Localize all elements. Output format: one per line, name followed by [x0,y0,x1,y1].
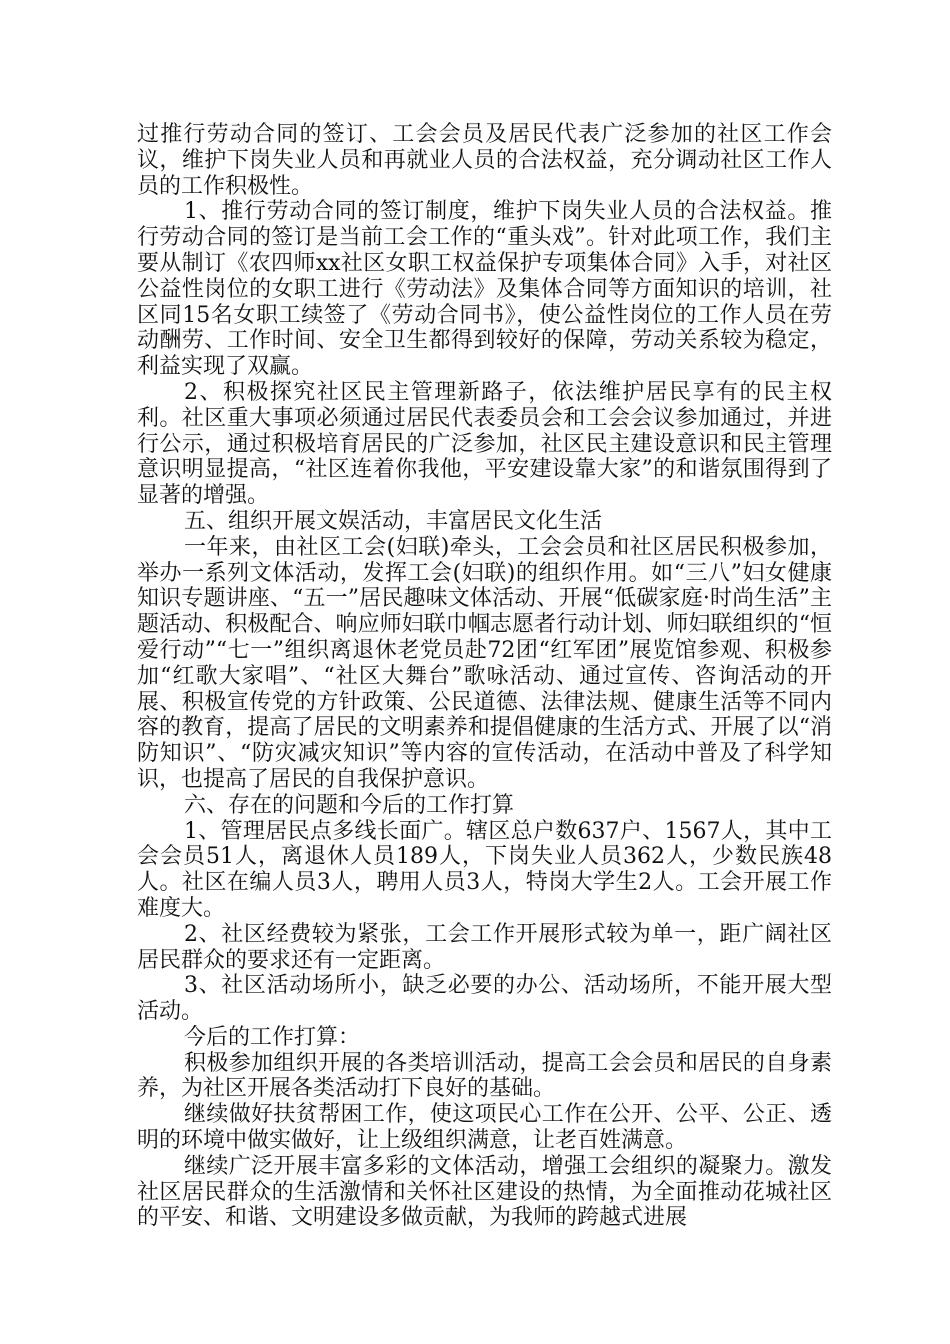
paragraph-8: 今后的工作打算： [184,1024,361,1050]
paragraph-5: 1、管理居民点多线长面广。辖区总户数637户、1567人，其中工会会员51人，离退休人员189人，下岗失业人员362人，少数民族48人。社区在编人员3人，聘用人员3人，特岗大学生2人。工会开展工作难度大。 [137,818,832,921]
paragraph-4: 一年来，由社区工会(妇联)牵头，工会会员和社区居民积极参加，举办一系列文体活动，发挥工会(妇联)的组织作用。如“三八”妇女健康知识专题讲座、“五一”居民趣味文体活动、开展“低碳家庭·时尚生活”主题活动、积极配合、响应师妇联巾帼志愿者行动计划、师妇联组织的“恒爱行动”“七一”组织离退休老党员赴72团“红军团”展览馆参观、积极参加“红歌大家唱”、“社区大舞台”歌咏活动、通过宣传、咨询活动的开展、积极宣传党的方针政策、公民道德、法律法规、健康生活等不同内容的教育，提高了居民的文明素养和提倡健康的生活方式、开展了以“消防知识”、“防灾减灾知识”等内容的宣传活动，在活动中普及了科学知识，也提高了居民的自我保护意识。 [137,534,832,792]
section-heading-5: 五、组织开展文娱活动，丰富居民文化生活 [184,508,603,534]
section-heading-6: 六、存在的问题和今后的工作打算 [184,792,515,818]
paragraph-10: 继续做好扶贫帮困工作，使这项民心工作在公开、公平、公正、透明的环境中做实做好，让上级组织满意，让老百姓满意。 [137,1102,832,1154]
paragraph-9: 积极参加组织开展的各类培训活动，提高工会会员和居民的自身素养，为社区开展各类活动打下良好的基础。 [137,1050,832,1102]
paragraph-2: 1、推行劳动合同的签订制度，维护下岗失业人员的合法权益。推行劳动合同的签订是当前工会工作的“重头戏”。针对此项工作，我们主要从制订《农四师xx社区女职工权益保护专项集体合同》入手，对社区公益性岗位的女职工进行《劳动法》及集体合同等方面知识的培训，社区同15名女职工续签了《劳动合同书》，使公益性岗位的工作人员在劳动酬劳、工作时间、安全卫生都得到较好的保障，劳动关系较为稳定，利益实现了双赢。 [137,199,832,380]
paragraph-1: 过推行劳动合同的签订、工会会员及居民代表广泛参加的社区工作会议，维护下岗失业人员和再就业人员的合法权益，充分调动社区工作人员的工作积极性。 [137,122,832,199]
document-body [137,122,832,1231]
paragraph-11: 继续广泛开展丰富多彩的文体活动，增强工会组织的凝聚力。激发社区居民群众的生活激情和关怀社区建设的热情，为全面推动花城社区的平安、和谐、文明建设多做贡献，为我师的跨越式进展 [137,1153,832,1231]
paragraph-6: 2、社区经费较为紧张，工会工作开展形式较为单一，距广阔社区居民群众的要求还有一定距离。 [137,921,832,973]
paragraph-7: 3、社区活动场所小，缺乏必要的办公、活动场所，不能开展大型活动。 [137,973,832,1025]
paragraph-3: 2、积极探究社区民主管理新路子，依法维护居民享有的民主权利。社区重大事项必须通过居民代表委员会和工会会议参加通过，并进行公示，通过积极培育居民的广泛参加，社区民主建设意识和民主管理意识明显提高，“社区连着你我他，平安建设靠大家”的和谐氛围得到了显著的增强。 [137,379,832,509]
